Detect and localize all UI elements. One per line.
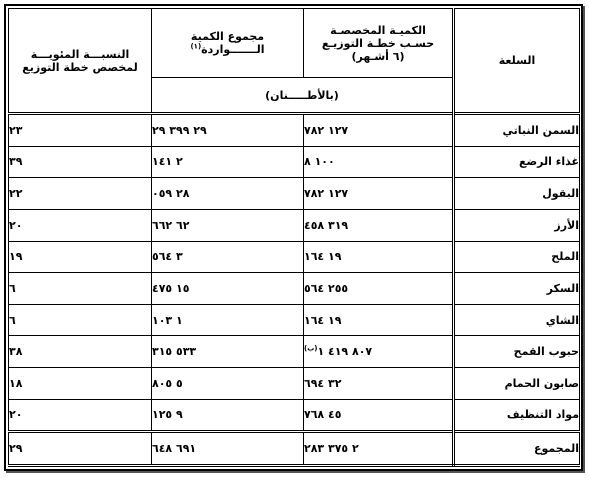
cell-received: ٩ ١٢٥	[152, 399, 304, 432]
table-row	[9, 368, 580, 400]
cell-allocated: ٣١٩ ٤٥٨	[304, 209, 454, 241]
header-received-line2-wrap	[152, 43, 303, 56]
cell-allocated: ٨٠٧ ٤١٩ ١	[317, 345, 373, 359]
cell-item: حبوب القمح	[454, 336, 580, 368]
cell-allocated: ١٢٧ ٧٨٢	[304, 178, 454, 210]
cell-received: ٥ ٨٠٥	[152, 368, 304, 400]
cell-received: ١ ١٠٣	[152, 304, 304, 336]
header-item	[454, 9, 580, 114]
cell-allocated: ١٩ ١٦٤	[304, 304, 454, 336]
cell-item: السمن النباتي	[454, 114, 580, 147]
table-row	[9, 273, 580, 305]
header-unit-label: (بالأطـــــنان)	[265, 88, 339, 102]
cell-received: ٢٨ ٠٥٩	[152, 178, 304, 210]
cell-percent: ٦	[9, 304, 152, 336]
cell-allocated: ١٠٠ ٨	[304, 146, 454, 178]
cell-allocated-with-note	[304, 336, 454, 368]
table-row	[9, 209, 580, 241]
header-unit	[152, 78, 454, 114]
table-row	[9, 114, 580, 147]
cell-item: البقول	[454, 178, 580, 210]
cell-received: ٢ ١٤١	[152, 146, 304, 178]
cell-item: السكر	[454, 273, 580, 305]
header-received-line1: مجموع الكمية	[190, 30, 265, 43]
cell-item: غذاء الرضع	[454, 146, 580, 178]
cell-total-percent: ٢٩	[9, 432, 152, 466]
header-received-note: (١)	[190, 42, 202, 51]
cell-percent: ٣٨	[9, 336, 152, 368]
cell-percent: ٢٠	[9, 209, 152, 241]
table-row	[9, 399, 580, 432]
header-percent-line2: لمخصص خطة التوزيع	[22, 60, 138, 74]
total-row	[9, 432, 580, 466]
cell-received: ٦٢ ٦٦٢	[152, 209, 304, 241]
cell-item: الشاي	[454, 304, 580, 336]
cell-total-item: المجموع	[454, 432, 580, 466]
table-row	[9, 336, 580, 368]
table-row	[9, 241, 580, 273]
table-row	[9, 146, 580, 178]
header-item-label: السلعة	[498, 54, 536, 67]
cell-received: ٢٩ ٣٩٩ ٢٩	[152, 114, 304, 147]
distribution-table	[8, 8, 580, 467]
header-allocated-line2: حسـب خطـة التوزيـع	[321, 36, 435, 50]
cell-percent: ٢٠	[9, 399, 152, 432]
cell-item: صابون الحمام	[454, 368, 580, 400]
cell-allocated: ٢٥٥ ٥٦٤	[304, 273, 454, 305]
header-allocated-line3: (٦ أشـهر)	[351, 49, 405, 63]
cell-total-received: ٦٩١ ٦٤٨	[152, 432, 304, 466]
header-percent	[9, 9, 152, 114]
cell-total-allocated: ٢ ٣٧٥ ٢٨٣	[304, 432, 454, 466]
cell-allocated: ٤٥ ٧٦٨	[304, 399, 454, 432]
header-received-line2: الـــــــواردة	[201, 43, 265, 56]
cell-percent: ٦	[9, 273, 152, 305]
table-row	[9, 304, 580, 336]
header-allocated-line1: الكميـة المخصصـة	[330, 23, 426, 37]
cell-percent: ٢٣	[9, 114, 152, 147]
cell-percent: ٢٢	[9, 178, 152, 210]
cell-item: الأرز	[454, 209, 580, 241]
header-received	[152, 9, 304, 78]
cell-allocated: ١٢٧ ٧٨٢	[304, 114, 454, 147]
cell-allocated: ٣٢ ٦٩٤	[304, 368, 454, 400]
cell-received: ١٥ ٤٧٥	[152, 273, 304, 305]
cell-item: الملح	[454, 241, 580, 273]
cell-percent: ١٩	[9, 241, 152, 273]
cell-percent: ١٨	[9, 368, 152, 400]
table-row	[9, 178, 580, 210]
cell-received: ٣ ٥٦٤	[152, 241, 304, 273]
cell-allocated: ١٩ ١٦٤	[304, 241, 454, 273]
header-allocated	[304, 9, 454, 78]
cell-received: ٥٣٣ ٣١٥	[152, 336, 304, 368]
cell-item: مواد التنظيف	[454, 399, 580, 432]
cell-percent: ٣٩	[9, 146, 152, 178]
cell-allocated-note: (ب)	[304, 344, 318, 353]
header-percent-line1: النسبـــة المئويـــة	[30, 47, 130, 61]
